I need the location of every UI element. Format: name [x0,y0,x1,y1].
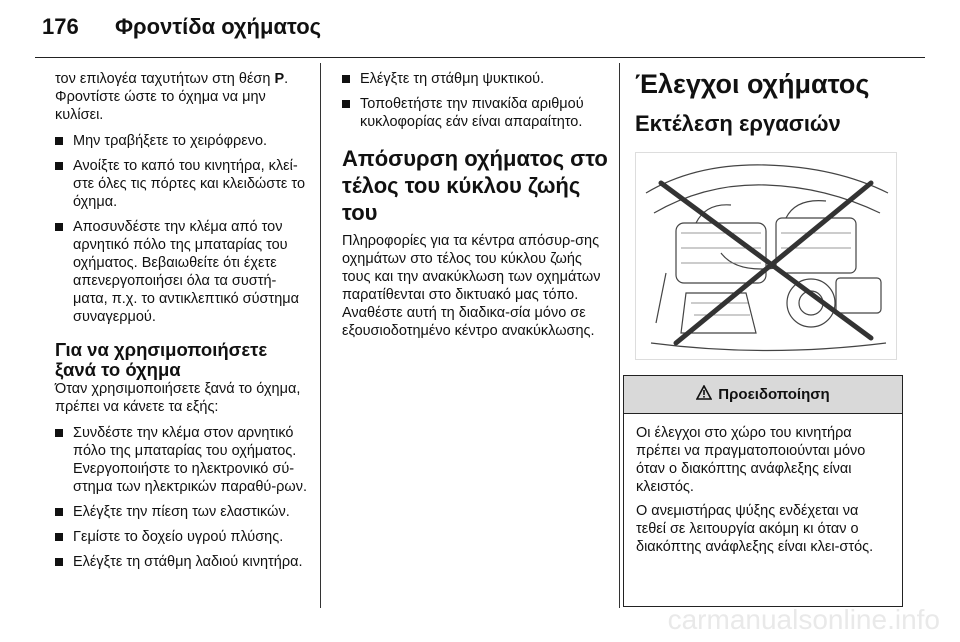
warning-header [624,376,902,414]
list-item-text: Ανοίξτε το καπό του κινητήρα, κλεί-στε όλες τις πόρτες και κλειδώστε το όχημα. [73,158,306,210]
list-item-text: Ελέγξτε την πίεση των ελαστικών. [73,504,290,520]
bullet-square-icon [55,162,63,170]
bullet-square-icon [342,100,350,108]
list-item-text: Ελέγξτε τη στάθμη λαδιού κινητήρα. [73,554,303,570]
list-item-text: Γεμίστε το δοχείο υγρού πλύσης. [73,529,284,545]
continued-steps-list [342,70,608,131]
list-item [55,553,307,571]
watermark: carmanualsonline.info [667,604,940,635]
warning-paragraph: Ο ανεμιστήρας ψύξης ενδέχεται να τεθεί σε λειτουργία ακόμη κι όταν ο διακόπτης ανάφλεξης είναι κλει-στός. [636,503,874,555]
column-divider-2 [619,63,620,608]
section-subheading: Για να χρησιμοποιήσετε ξανά το όχημα [55,339,268,380]
list-item [55,503,307,521]
bullet-square-icon [55,137,63,145]
crossed-out-engine-bay-illustration [635,152,897,360]
list-item [342,70,608,88]
intro-text-2: . Φροντίστε ώστε το όχημα να μην κυλίσει. [55,71,289,123]
intro-paragraph [55,70,307,124]
warning-box [623,375,903,607]
storage-steps-list [55,132,307,326]
section-subheading-work: Εκτέλεση εργασιών [635,111,841,136]
section-intro-text: Όταν χρησιμοποιήσετε ξανά το όχημα, πρέπει να κάνετε τα εξής: [55,381,301,415]
page-header [0,0,960,62]
column-divider-1 [320,63,321,608]
list-item [55,157,307,211]
header-divider [35,57,925,58]
running-title: Φροντίδα οχήματος [115,14,322,39]
bullet-square-icon [55,429,63,437]
list-item-text: Τοποθετήστε την πινακίδα αριθμού κυκλοφορίας εάν είναι απαραίτητο. [360,96,584,130]
bullet-square-icon [55,533,63,541]
bullet-square-icon [55,558,63,566]
bullet-square-icon [55,223,63,231]
list-item-text: Συνδέστε την κλέμα στον αρνητικό πόλο της μπαταρίας του οχήματος. Ενεργοποιήστε το ηλεκτρονικό σύ-στημα των ηλεκτρικών παραθύ-ρων. [73,425,308,495]
list-item [342,95,608,131]
list-item [55,132,307,150]
list-item-text: Αποσυνδέστε την κλέμα από τον αρνητικό πόλο της μπαταρίας του οχήματος. Βεβαιωθείτε ότι έχετε απενεργοποιήσει όλα τα συστή-ματα, π.χ. το αντικλεπτικό σύστημα συναγερμού. [73,219,300,325]
list-item-text: Μην τραβήξετε το χειρόφρενο. [73,133,268,149]
warning-title: Προειδοποίηση [718,386,830,403]
column-2 [342,70,608,348]
bullet-square-icon [55,508,63,516]
reuse-steps-list [55,424,307,571]
section-heading-recycling: Απόσυρση οχήματος στο τέλος του κύκλου ζωής του [342,146,608,225]
warning-body [624,414,902,556]
list-item-text: Ελέγξτε τη στάθμη ψυκτικού. [360,71,545,87]
list-item [55,218,307,326]
list-item [55,424,307,496]
warning-triangle-icon [696,385,712,404]
page-number: 176 [42,14,79,39]
section-heading-checks: Έλεγχοι οχήματος [635,69,870,99]
column-3 [635,70,905,360]
engine-bay-drawing [636,153,897,360]
column-1 [55,70,307,578]
warning-paragraph: Οι έλεγχοι στο χώρο του κινητήρα πρέπει να πραγματοποιούνται μόνο όταν ο διακόπτης ανάφλεξης είναι κλειστός. [636,425,866,495]
gear-p-label: P [274,71,285,87]
recycling-body-text: Πληροφορίες για τα κέντρα απόσυρ-σης οχημάτων στο τέλος του κύκλου ζωής τους και την ανακύκλωση των οχημάτων παρατίθενται στο δικτυακό μας τόπο. Αναθέστε αυτή τη διαδικα-σία μόνο σε εξουσιοδοτημένο κέντρο ανακύκλωσης. [342,233,601,339]
list-item [55,528,307,546]
bullet-square-icon [342,75,350,83]
intro-text-1: τον επιλογέα ταχυτήτων στη θέση [55,71,271,87]
